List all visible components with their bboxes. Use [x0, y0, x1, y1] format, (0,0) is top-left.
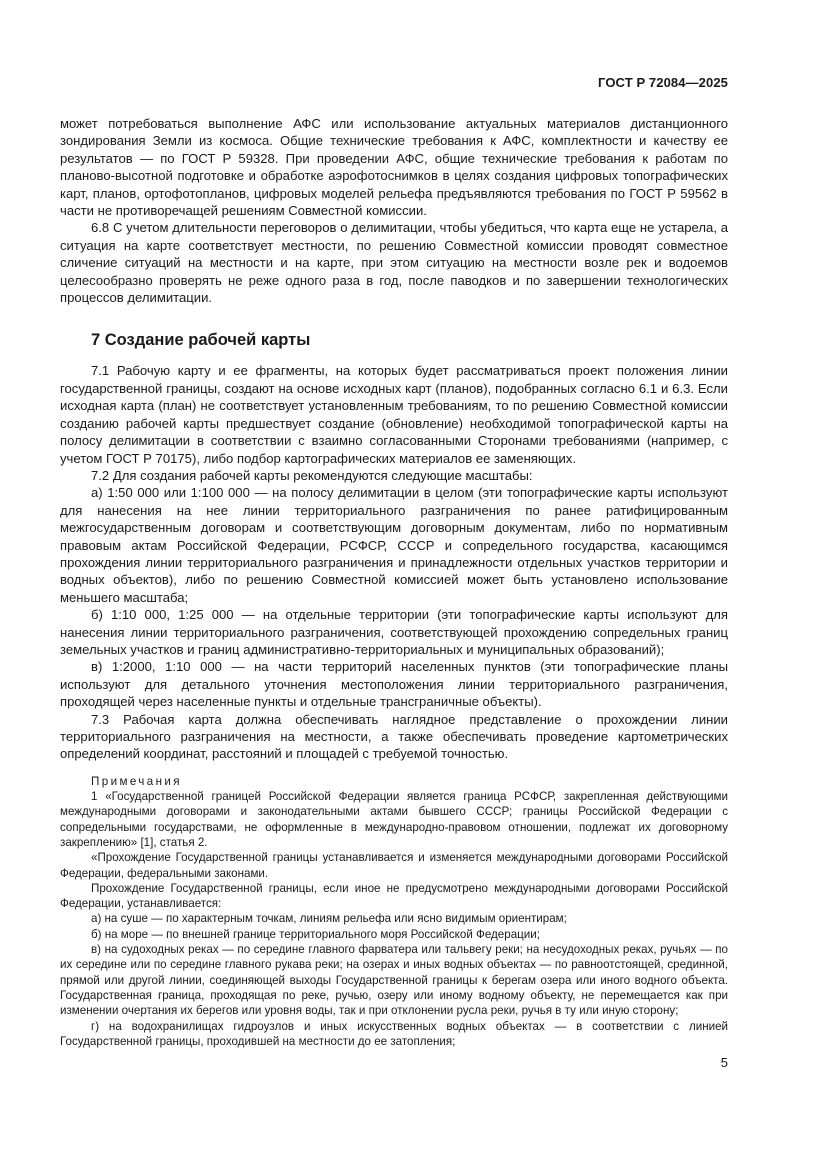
notes-title: Примечания — [91, 774, 182, 788]
paragraph-7-2: 7.2 Для создания рабочей карты рекомендуются следующие масштабы: — [91, 467, 533, 483]
note-item: Прохождение Государственной границы, если иное не предусмотрено международными договорами Российской Федерации, устанавливается: — [60, 881, 728, 911]
list-item-scale-a: а) 1:50 000 или 1:100 000 — на полосу делимитации в целом (эти топографические карты используют для нанесения на нее линии территориального разграничения по ранее ратифицированным межгосударственным договорам и соответствующим договорным документам, либо по нормативным правовым актам Российской Федерации, РСФСР, СССР и сопредельного государства, касающимся прохождения линии территориального разграничения и принадлежности отдельных участков территории и водных объектов), либо по решению Совместной комиссией может быть установлено использование меньшего масштаба; — [60, 485, 728, 605]
document-header: ГОСТ Р 72084—2025 — [598, 75, 728, 90]
paragraph-6-8: 6.8 С учетом длительности переговоров о делимитации, чтобы убедиться, что карта еще не устарела, а ситуация на карте соответствует местности, по решению Совместной комиссии проводят совместное сличение ситуаций на местности и на карте, при этом ситуацию на местности возле рек и водоемов целесообразно проверять не реже одного раза в год, после паводков и по завершении технологических процессов делимитации. — [60, 220, 728, 306]
note-item: г) на водохранилищах гидроузлов и иных искусственных водных объектах — в соответствии с линией Государственной границы, проходившей на местности до ее затопления; — [60, 1019, 728, 1048]
paragraph-7-1: 7.1 Рабочую карту и ее фрагменты, на которых будет рассматриваться проект положения линии государственной границы, создают на основе исходных карт (планов), подобранных согласно 6.1 и 6.3. Если исходная карта (план) не соответствует установленным требованиям, то по решению Совместной комиссии созданию рабочей карты предшествует создание (обновление) необходимой топографической карты на полосу делимитации в соответствии с взаимно согласованными Сторонами требованиями (например, с учетом ГОСТ Р 70175), либо подбор картографических материалов ее заменяющих. — [60, 363, 728, 466]
section-heading: 7 Создание рабочей карты — [91, 331, 311, 350]
note-item: б) на море — по внешней границе территориального моря Российской Федерации; — [91, 927, 540, 941]
page-number: 5 — [720, 1055, 728, 1070]
note-item: а) на суше — по характерным точкам, линиям рельефа или ясно видимым ориентирам; — [91, 912, 567, 926]
list-item-scale-c: в) 1:2000, 1:10 000 — на части территорий населенных пунктов (эти топографические планы используют для детального уточнения местоположения линии территориального разграничения, проходящей через населенные пункты и отдельные трансграничные объекты). — [60, 659, 728, 710]
note-item: «Прохождение Государственной границы устанавливается и изменяется международными договорами Российской Федерации, федеральными законами. — [60, 851, 728, 880]
page-content — [60, 115, 728, 1049]
paragraph-continuation: может потребоваться выполнение АФС или использование актуальных материалов дистанционного зондирования Земли из космоса. Общие технические требования к АФС, комплектности и качеству ее результатов — по ГОСТ Р 59328. При проведении АФС, общие технические требования к работам по планово-высотной подготовке и обработке аэрофотоснимков в целях создания цифровых топографических карт, планов, ортофотопланов, цифровых моделей рельефа предъявляются требования по ГОСТ Р 59562 в части не противоречащей решениям Совместной комиссии. — [60, 116, 728, 219]
note-item: 1 «Государственной границей Российской Федерации является граница РСФСР, закрепленная действующими международными договорами и законодательными актами бывшего СССР; границы Российской Федерации с сопредельными государствами, не оформленные в международно-правовом отношении, подлежат их договорному закреплению» [1], статья 2. — [60, 790, 728, 849]
note-item: в) на судоходных реках — по середине главного фарватера или тальвегу реки; на несудоходных реках, ручьях — по их середине или по середине главного рукава реки; на озерах и иных водных объектах — по равноотстоящей, срединной, прямой или другой линии, соединяющей выходы Государственной границы к берегам озера или иного водного объекта. Государственная граница, проходящая по реке, ручью, озеру или иному водному объекту, не перемещается как при изменении очертания их берегов или уровня воды, так и при отклонении русла реки, ручья в ту или иную сторону; — [60, 943, 728, 1018]
list-item-scale-b: б) 1:10 000, 1:25 000 — на отдельные территории (эти топографические карты используют для нанесения линии территориального разграничения, соответствующей прохождению сопредельных границ земельных участков и границ административно-территориальных и муниципальных образований); — [60, 607, 728, 657]
notes-block — [60, 774, 728, 1049]
paragraph-7-3: 7.3 Рабочая карта должна обеспечивать наглядное представление о прохождении линии территориального разграничения на местности, а также обеспечивать проведение картометрических определений координат, расстояний и площадей с требуемой точностью. — [60, 711, 728, 762]
